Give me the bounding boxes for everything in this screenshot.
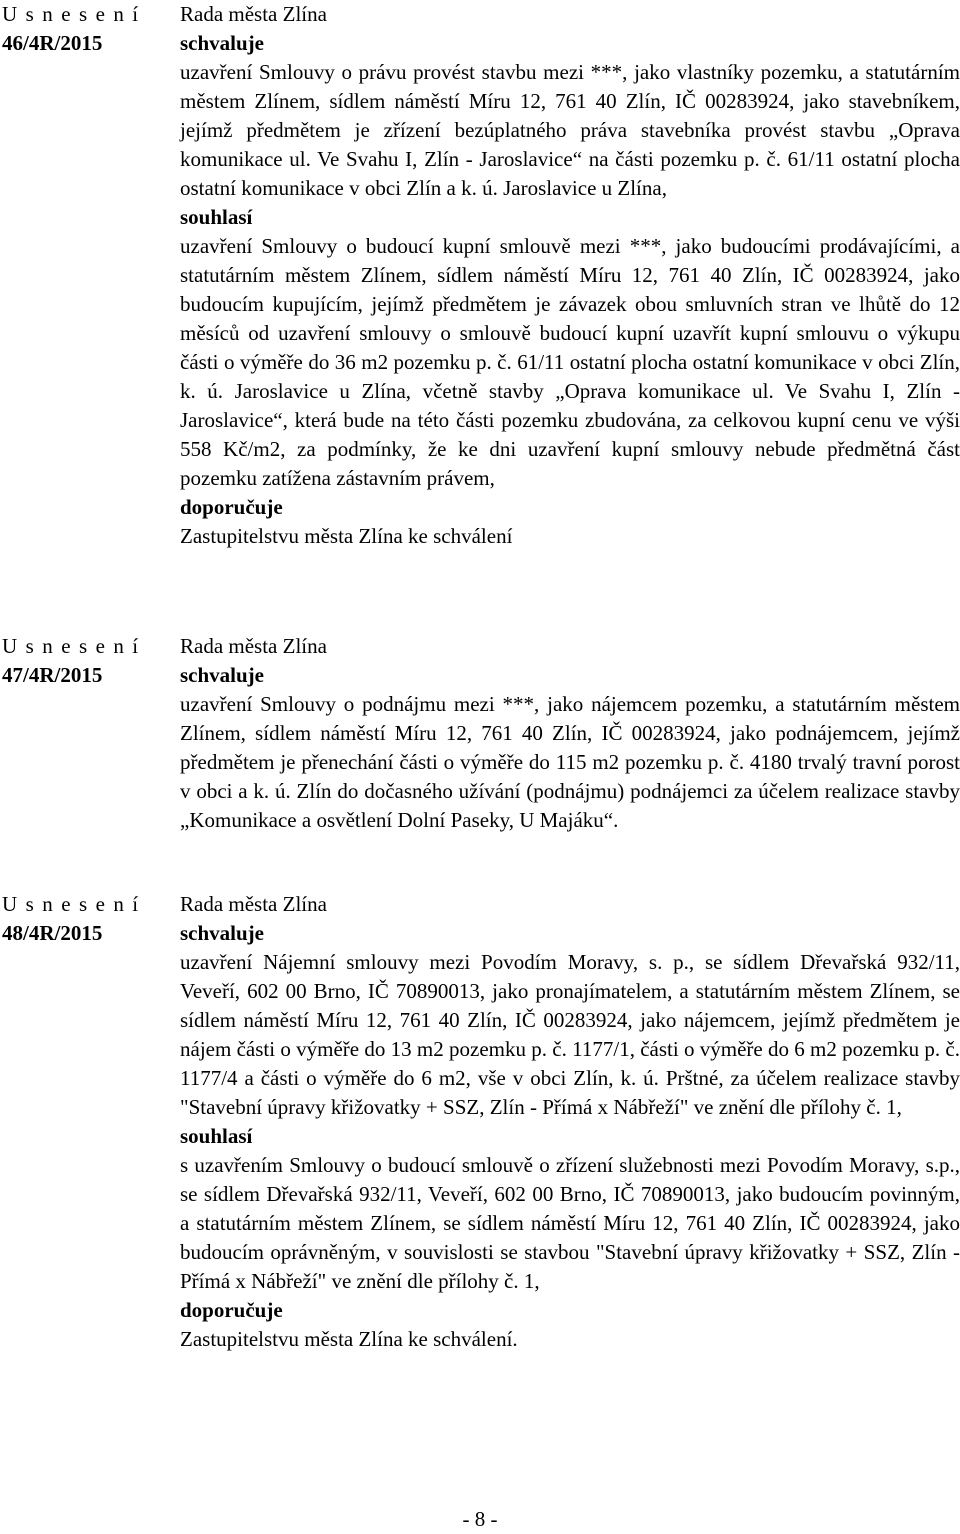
- resolution-text: uzavření Smlouvy o budoucí kupní smlouvě mezi ***, jako budoucími prodávajícími, a statutárním městem Zlínem, sídlem náměstí Míru 12, 761 40 Zlín, IČ 00283924, jako budoucím kupujícím, jejímž předmětem je závazek obou smluvních stran ve lhůtě do 12 měsíců od uzavření smlouvy o smlouvě budoucí kupní uzavřít kupní smlouvu o výkupu části o výměře do 36 m2 pozemku p. č. 61/11 ostatní plocha ostatní komunikace v obci Zlín, k. ú. Jaroslavice u Zlína, včetně stavby „Oprava komunikace ul. Ve Svahu I, Zlín - Jaroslavice“, která bude na této části pozemku zbudována, za celkovou kupní cenu ve výši 558 Kč/m2, za podmínky, že ke dni uzavření kupní smlouvy nebude předmětná část pozemku zatížena zástavním právem,: [180, 234, 960, 490]
- resolution-content: [180, 0, 960, 551]
- resolution-text: uzavření Smlouvy o právu provést stavbu mezi ***, jako vlastníky pozemku, a statutárním městem Zlínem, sídlem náměstí Míru 12, 761 40 Zlín, IČ 00283924, jako stavebníkem, jejímž předmětem je zřízení bezúplatného práva stavebníka provést stavbu „Oprava komunikace ul. Ve Svahu I, Zlín - Jaroslavice“ na části pozemku p. č. 61/11 ostatní plocha ostatní komunikace v obci Zlín a k. ú. Jaroslavice u Zlína,: [180, 60, 960, 200]
- page-number: - 8 -: [462, 1507, 498, 1531]
- resolution-text: Zastupitelstvu města Zlína ke schválení: [180, 524, 513, 548]
- verb-schvaluje: schvaluje: [180, 31, 264, 55]
- resolution-header: [2, 0, 172, 58]
- resolution-number: 48/4R/2015: [2, 921, 103, 945]
- resolution-number: 46/4R/2015: [2, 31, 103, 55]
- verb-schvaluje: schvaluje: [180, 663, 264, 687]
- resolution-label: U s n e s e n í: [2, 2, 140, 26]
- verb-doporucuje: doporučuje: [180, 495, 283, 519]
- resolution-header: [2, 632, 172, 690]
- resolution-label: U s n e s e n í: [2, 892, 140, 916]
- resolution-label: U s n e s e n í: [2, 634, 140, 658]
- resolution-number: 47/4R/2015: [2, 663, 103, 687]
- resolution-content: [180, 632, 960, 835]
- verb-souhlasi: souhlasí: [180, 205, 253, 229]
- verb-schvaluje: schvaluje: [180, 921, 264, 945]
- council-title: Rada města Zlína: [180, 634, 327, 658]
- verb-doporucuje: doporučuje: [180, 1298, 283, 1322]
- resolution-text: Zastupitelstvu města Zlína ke schválení.: [180, 1327, 518, 1351]
- resolution-text: uzavření Nájemní smlouvy mezi Povodím Moravy, s. p., se sídlem Dřevařská 932/11, Veveří, 602 00 Brno, IČ 70890013, jako pronajímatelem, a statutárním městem Zlínem, se sídlem náměstí Míru 12, 761 40 Zlín, IČ 00283924, jako nájemcem, jejímž předmětem je nájem části o výměře do 13 m2 pozemku p. č. 1177/1, části o výměře do 6 m2 pozemku p. č. 1177/4 a části o výměře do 6 m2, vše v obci Zlín, k. ú. Prštné, za účelem realizace stavby "Stavební úpravy křižovatky + SSZ, Zlín - Přímá x Nábřeží" ve znění dle přílohy č. 1,: [180, 950, 960, 1119]
- resolution-text: s uzavřením Smlouvy o budoucí smlouvě o zřízení služebnosti mezi Povodím Moravy, s.p., se sídlem Dřevařská 932/11, Veveří, 602 00 Brno, IČ 70890013, jako budoucím povinným, a statutárním městem Zlínem, se sídlem náměstí Míru 12, 761 40 Zlín, IČ 00283924, jako budoucím oprávněným, v souvislosti se stavbou "Stavební úpravy křižovatky + SSZ, Zlín - Přímá x Nábřeží" ve znění dle přílohy č. 1,: [180, 1153, 960, 1293]
- verb-souhlasi: souhlasí: [180, 1124, 253, 1148]
- resolution-text: uzavření Smlouvy o podnájmu mezi ***, jako nájemcem pozemku, a statutárním městem Zlínem, sídlem náměstí Míru 12, 761 40 Zlín, IČ 00283924, jako podnájemcem, jejímž předmětem je přenechání části o výměře do 115 m2 pozemku p. č. 4180 trvalý travní porost v obci a k. ú. Zlín do dočasného užívání (podnájmu) podnájemci za účelem realizace stavby „Komunikace a osvětlení Dolní Paseky, U Majáku“.: [180, 692, 960, 832]
- council-title: Rada města Zlína: [180, 2, 327, 26]
- council-title: Rada města Zlína: [180, 892, 327, 916]
- resolution-content: [180, 890, 960, 1354]
- resolution-header: [2, 890, 172, 948]
